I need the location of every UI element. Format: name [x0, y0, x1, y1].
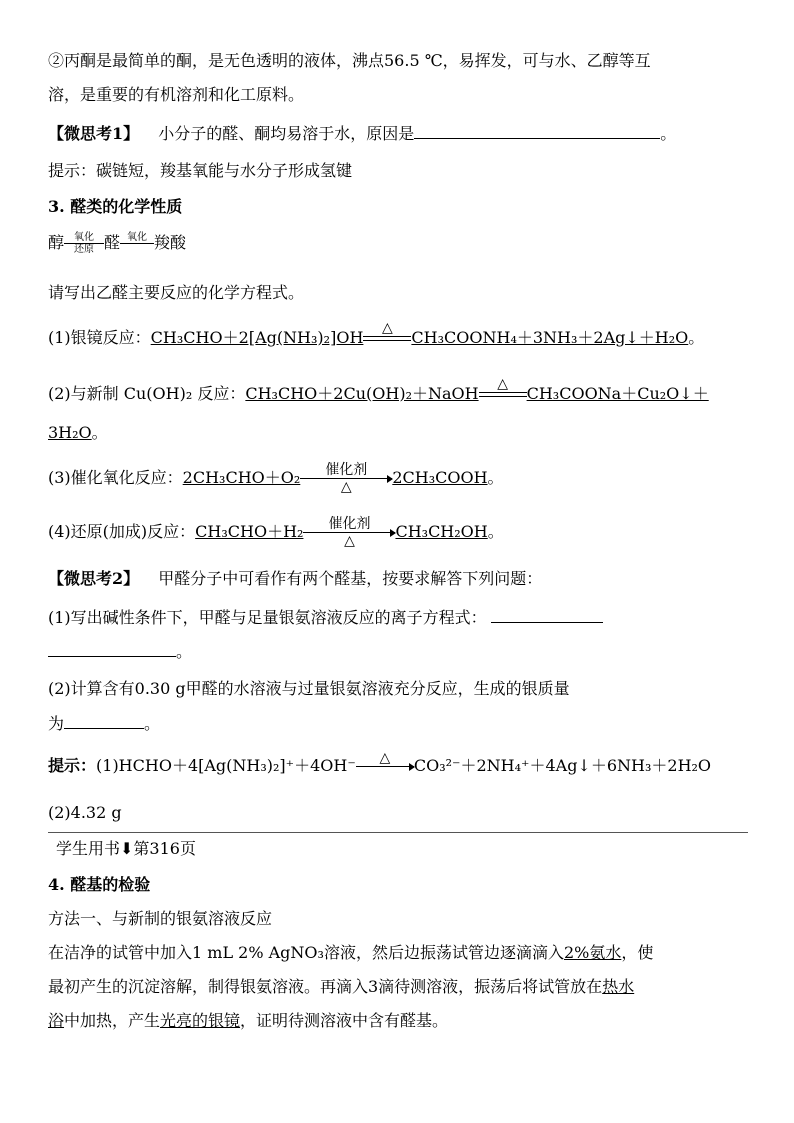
- m1-l2-text: 最初产生的沉淀溶解，制得银氨溶液。再滴入3滴待测溶液，振荡后将试管放在: [48, 977, 603, 996]
- think1-end: 。: [660, 124, 677, 143]
- book-ref-label: 学生用书: [56, 839, 121, 858]
- r3-label: (3)催化氧化反应：: [48, 468, 183, 487]
- think1-question: [48, 122, 676, 145]
- m1-l3-underlined-2: 光亮的银镜: [160, 1011, 241, 1030]
- m1-l3-end: ，证明待测溶液中含有醛基。: [240, 1011, 449, 1030]
- r2-lhs: CH₃CHO＋2Cu(OH)₂＋NaOH: [245, 384, 479, 403]
- r3-end: 。: [487, 468, 504, 487]
- chain-arrow2-top: 氧化: [127, 232, 148, 243]
- r4-label: (4)还原(加成)反应：: [48, 522, 196, 541]
- method1-title: 方法一、与新制的银氨溶液反应: [48, 909, 273, 928]
- r4-rhs: CH₃CH₂OH: [395, 522, 488, 541]
- m1-l2-underlined: 热水: [602, 977, 635, 996]
- q1-line2: [48, 640, 192, 663]
- method1-line3: [48, 1010, 448, 1032]
- q2-end: 。: [144, 714, 161, 733]
- r2-end: 。: [91, 423, 108, 442]
- think1-label: 【微思考1】: [48, 124, 140, 143]
- r4-condition-arrow: [303, 516, 395, 549]
- m1-l1-underlined: 2%氨水: [563, 943, 622, 962]
- r3-lhs: 2CH₃CHO＋O₂: [182, 468, 301, 487]
- think2-question: [48, 568, 542, 590]
- hint1: 提示：碳链短，羧基氧能与水分子形成氢键: [48, 161, 353, 180]
- chain-arrow-ox-red: [64, 232, 104, 255]
- q1-answer-blank-1[interactable]: [491, 606, 603, 623]
- q2-start: 为: [48, 714, 65, 733]
- m1-l1-end: ，使: [621, 943, 654, 962]
- book-reference: [56, 838, 196, 860]
- hint2-rhs: CO₃²⁻＋2NH₄⁺＋4Ag↓＋6NH₃＋2H₂O: [413, 756, 712, 775]
- m1-l3-underlined-1: 浴: [48, 1011, 65, 1030]
- paragraph-acetone-line2: 溶，是重要的有机溶剂和化工原料。: [48, 85, 305, 104]
- q2-answer-blank[interactable]: [64, 712, 144, 729]
- reaction-2-cont: [48, 422, 108, 444]
- r4-lhs: CH₃CHO＋H₂: [195, 522, 304, 541]
- r1-label: (1)银镜反应：: [48, 328, 151, 347]
- r2-cont: 3H₂O: [48, 423, 92, 442]
- r4-condition-top: 催化剂: [328, 516, 371, 532]
- r3-condition-bottom: △: [340, 479, 352, 495]
- chain-acid: 羧酸: [154, 233, 187, 252]
- q1-text: (1)写出碱性条件下，甲醛与足量银氨溶液反应的离子方程式：: [48, 608, 487, 627]
- method1-line2: [48, 976, 634, 998]
- q1-line1: [48, 606, 603, 629]
- hint2-label: 提示：: [48, 756, 97, 775]
- r1-condition: △: [382, 320, 393, 336]
- r2-label: (2)与新制 Cu(OH)₂ 反应：: [48, 384, 246, 403]
- hint2-lhs: (1)HCHO＋4[Ag(NH₃)₂]⁺＋4OH⁻: [96, 756, 356, 775]
- reaction-4: [48, 516, 504, 549]
- r1-end: 。: [688, 328, 705, 347]
- chain-arrow1-top: 氧化: [74, 232, 95, 243]
- divider-rule: [48, 832, 748, 833]
- hint2-condition: △: [379, 750, 391, 766]
- section4-title: 4. 醛基的检验: [48, 875, 151, 894]
- paragraph-acetone-line1: ②丙酮是最简单的酮，是无色透明的液体，沸点56.5 ℃，易挥发，可与水、乙醇等互: [48, 51, 651, 70]
- r3-condition-arrow: [300, 462, 392, 495]
- chain-alcohol: 醇: [48, 233, 65, 252]
- hint2-answer2: (2)4.32 g: [48, 803, 122, 822]
- r1-rhs: CH₃COONH₄＋3NH₃＋2Ag↓＋H₂O: [411, 328, 689, 347]
- hint2: [48, 750, 711, 783]
- down-arrow-icon: ⬇: [120, 839, 134, 858]
- m1-l1-text: 在洁净的试管中加入1 mL 2% AgNO₃溶液，然后边振荡试管边逐滴滴入: [48, 943, 564, 962]
- r3-rhs: 2CH₃COOH: [392, 468, 488, 487]
- reaction-1: [48, 320, 704, 357]
- reaction-3: [48, 462, 504, 495]
- think1-text: 小分子的醛、酮均易溶于水，原因是: [158, 124, 415, 143]
- hint2-condition-arrow: [356, 750, 414, 783]
- q1-answer-blank-2[interactable]: [48, 640, 176, 657]
- q2-line1: (2)计算含有0.30 g甲醛的水溶液与过量银氨溶液充分反应，生成的银质量: [48, 679, 570, 698]
- q2-line2: [48, 712, 160, 735]
- r2-condition: △: [497, 376, 508, 392]
- r2-rhs: CH₃COONa＋Cu₂O↓＋: [526, 384, 709, 403]
- book-ref-page: 第316页: [133, 839, 196, 858]
- q1-end: 。: [176, 642, 193, 661]
- chain-arrow-ox: [120, 232, 154, 255]
- reaction-2: [48, 376, 709, 413]
- r4-end: 。: [487, 522, 504, 541]
- m1-l3-text: 中加热，产生: [64, 1011, 161, 1030]
- section3-title: 3. 醛类的化学性质: [48, 197, 183, 216]
- r3-condition-top: 催化剂: [325, 462, 368, 478]
- method1-line1: [48, 942, 653, 964]
- think2-label: 【微思考2】: [48, 569, 140, 588]
- think2-text: 甲醛分子中可看作有两个醛基，按要求解答下列问题：: [158, 569, 543, 588]
- chain-arrow1-bottom: 还原: [74, 244, 95, 255]
- r4-condition-bottom: △: [344, 533, 355, 549]
- r1-condition-arrow: [363, 320, 411, 357]
- r1-lhs: CH₃CHO＋2[Ag(NH₃)₂]OH: [150, 328, 364, 347]
- chain-aldehyde: 醛: [104, 233, 121, 252]
- think1-answer-blank[interactable]: [414, 122, 660, 139]
- ask-equations: 请写出乙醛主要反应的化学方程式。: [48, 283, 305, 302]
- oxidation-chain: [48, 230, 186, 256]
- r2-condition-arrow: [479, 376, 527, 413]
